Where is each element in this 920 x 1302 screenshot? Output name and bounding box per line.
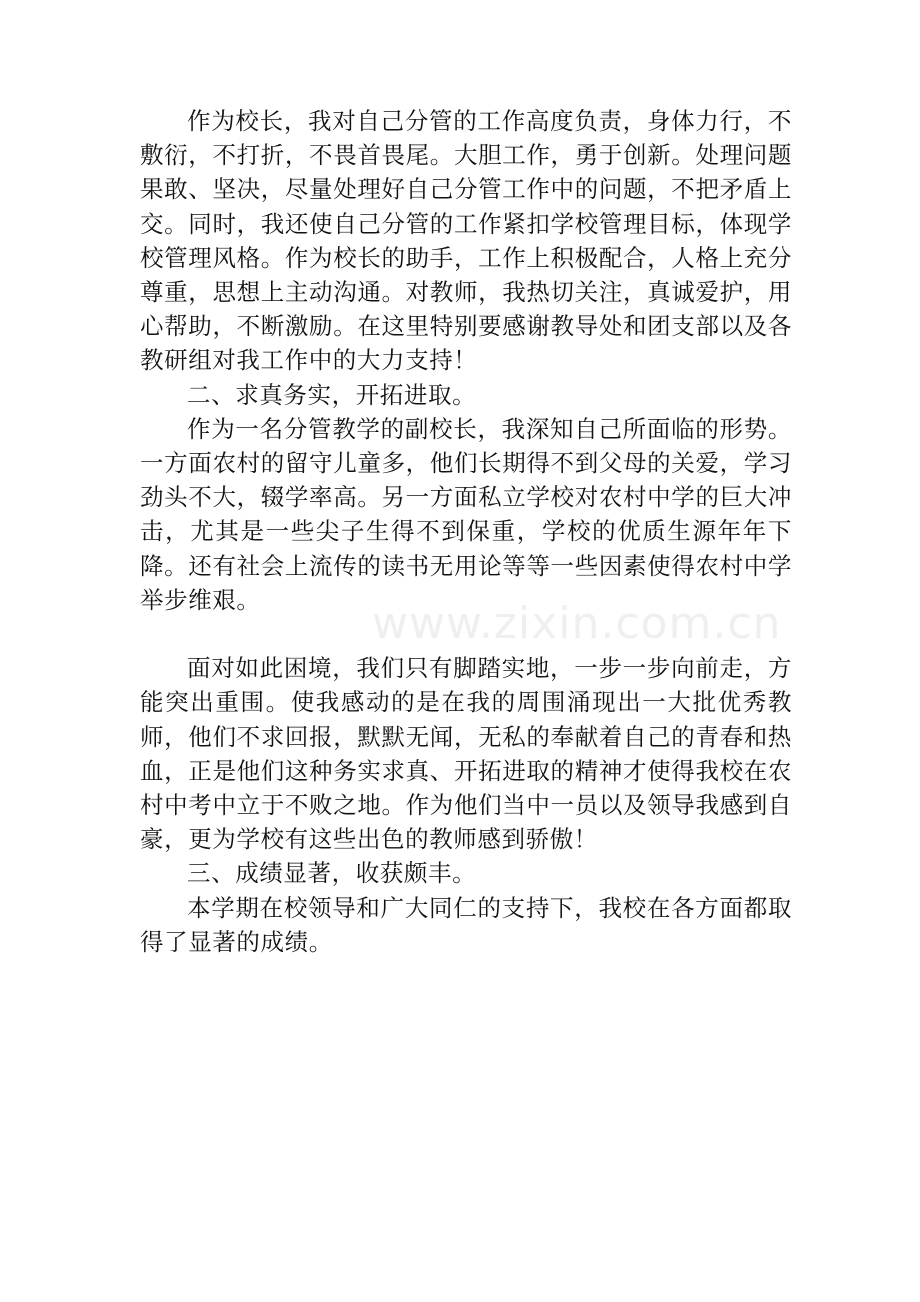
paragraph-duties: 作为校长，我对自己分管的工作高度负责，身体力行，不敷衍，不打折，不畏首畏尾。大胆工作，勇于创新。处理问题果敢、坚决，尽量处理好自己分管工作中的问题，不把矛盾上交。同时，我还使自己分管的工作紧扣学校管理目标，体现学校管理风格。作为校长的助手，工作上积极配合，人格上充分尊重，思想上主动沟通。对教师，我热切关注，真诚爱护，用心帮助，不断激励。在这里特别要感谢教导处和团支部以及各教研组对我工作中的大力支持！ — [140, 107, 792, 375]
paragraph-spacer — [140, 617, 792, 651]
paragraph-achievements: 本学期在校领导和广大同仁的支持下，我校在各方面都取得了显著的成绩。 — [140, 893, 792, 956]
paragraph-teachers: 面对如此困境，我们只有脚踏实地，一步一步向前走，方能突出重围。使我感动的是在我的周围涌现出一大批优秀教师，他们不求回报，默默无闻，无私的奉献着自己的青春和热血，正是他们这种务实求真、开拓进取的精神才使得我校在农村中考中立于不败之地。作为他们当中一员以及领导我感到自豪，更为学校有这些出色的教师感到骄傲！ — [140, 654, 792, 854]
section-heading-3: 三、成绩显著，收获颇丰。 — [187, 859, 477, 888]
section-heading-2: 二、求真务实，开拓进取。 — [187, 380, 477, 409]
document-page — [140, 104, 792, 959]
paragraph-situation: 作为一名分管教学的副校长，我深知自己所面临的形势。一方面农村的留守儿童多，他们长期得不到父母的关爱，学习劲头不大，辍学率高。另一方面私立学校对农村中学的巨大冲击，尤其是一些尖子生得不到保重，学校的优质生源年年下降。还有社会上流传的读书无用论等等一些因素使得农村中学举步维艰。 — [140, 414, 792, 614]
watermark-text: www.zixin.com.cn — [372, 598, 782, 649]
